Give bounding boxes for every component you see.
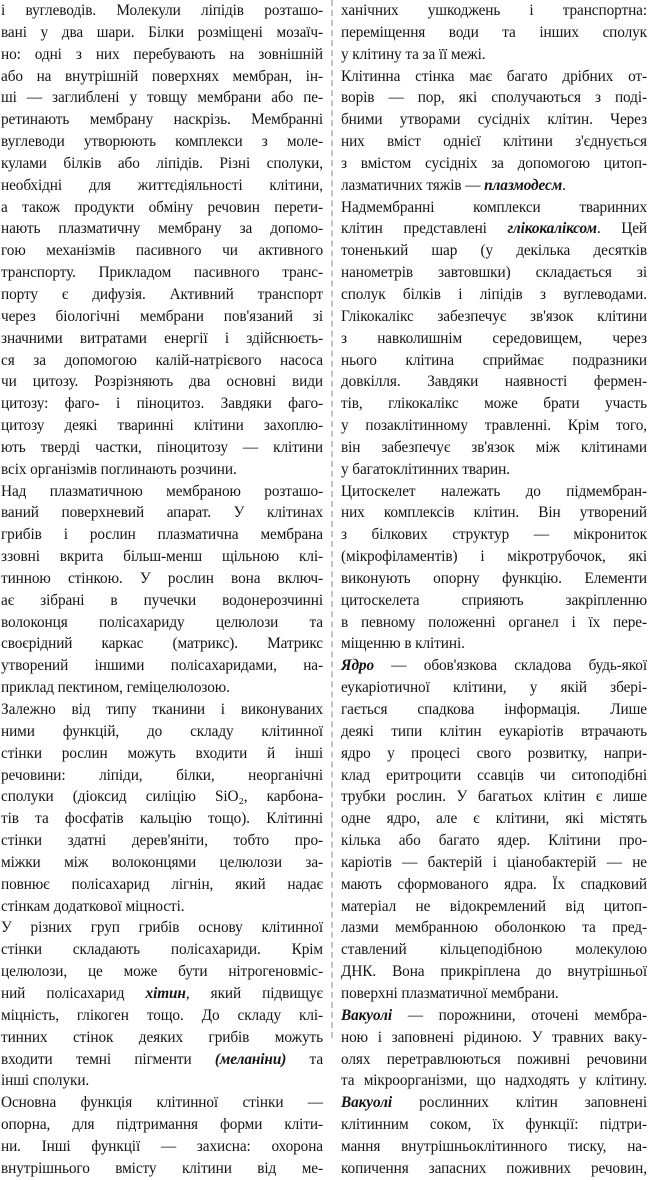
- text-line: гається спадкова інформація. Лише: [341, 701, 647, 718]
- text-line: каріотів — бактерій і ціанобактерій — не: [341, 853, 647, 871]
- text-line: вані у два шари. Білки розміщені мозаїч-: [1, 23, 323, 41]
- text-line: ворів — пор, які сполучаються з поді-: [341, 89, 647, 107]
- text-line: нанометрів завтовшки) складається зі: [341, 264, 647, 282]
- text-line: но: одні з них перебувають на зовнішній: [1, 45, 323, 63]
- text-line: лазматичних тяжів — плазмодесм.: [341, 176, 566, 194]
- text-line: та мікроорганізми, що надходять у клітину.: [341, 1072, 647, 1090]
- text-line: клітин представлені глікокаліксом. Цей: [341, 220, 647, 238]
- text-line: він забезпечує зв'язок між клітинами: [341, 438, 647, 456]
- text-line: них вміст однієї клітини з'єднується: [341, 133, 647, 151]
- text-line: у позаклітинному травленні. Крім того,: [341, 417, 647, 435]
- text-line: ний полісахарид хітин, який підвищує: [1, 984, 324, 1002]
- text-line: клітинним соком, їх функції: підтри-: [341, 1116, 647, 1134]
- text-line: гою механізмів пасивного чи активного: [1, 242, 323, 260]
- text-line: з білкових структур — мікрониток: [341, 526, 647, 544]
- text-line: ють тверді частки, піноцитозу — клітини: [1, 438, 323, 456]
- text-line: еукаріотичної клітини, у якій збері-: [341, 679, 647, 697]
- text-line: нього клітина сприймає подразники: [341, 351, 647, 369]
- text-line: вуглеводи утворюють комплекси з моле-: [1, 133, 323, 151]
- text-line: речовини: ліпіди, білки, неорганічні: [1, 766, 323, 784]
- text-line: інші сполуки.: [1, 1072, 90, 1090]
- text-line: Вакуолі рослинних клітин заповнені: [341, 1094, 647, 1112]
- text-line: Глікокалікс забезпечує зв'язок клітини: [341, 307, 647, 325]
- text-line: Клітинна стінка має багато дрібних от-: [341, 67, 647, 85]
- text-line: Над плазматичною мембраною розташо-: [1, 482, 323, 500]
- text-line: в певному положенні органел і їх пере-: [341, 613, 647, 631]
- text-line: тів, глікокалікс може брати участь: [341, 395, 647, 413]
- text-line: тів та фосфатів кальцію тощо). Клітинні: [1, 810, 323, 828]
- text-line: мають сформованого ядра. Їх спадковий: [341, 875, 647, 893]
- text-line: ДНК. Вона прикріплена до внутрішньої: [341, 963, 647, 981]
- text-line: целюлози, це може бути нітрогеновміс-: [1, 963, 323, 981]
- text-line: стінки здатні дерев'яніти, тобто про-: [1, 832, 323, 850]
- text-line: ною і заповнені рідиною. У травних ваку-: [341, 1028, 647, 1046]
- text-line: повнює полісахарид лігнін, який надає: [1, 875, 323, 893]
- text-line: них комплексів клітин. Він утворений: [341, 504, 647, 522]
- text-line: Ядро — обов'язкова складова будь-якої: [341, 657, 647, 675]
- text-line: ханічних ушкоджень і транспортна:: [341, 2, 647, 19]
- text-line: ними функцій, до складу клітинної: [1, 722, 323, 740]
- text-line: стінкам додаткової міцності.: [1, 897, 185, 915]
- text-line: опорна, для підтримання форми клiти-: [1, 1116, 323, 1134]
- text-line: кілька або багато ядер. Клітини про-: [341, 832, 647, 850]
- text-line: з вмістом сусідніх за допомогою цитоп-: [341, 154, 647, 172]
- text-line: поверхні плазматичної мембрани.: [341, 984, 559, 1002]
- text-line: довкілля. Завдяки наявності фермен-: [341, 373, 647, 391]
- text-line: порту є дифузія. Активний транспорт: [1, 285, 323, 303]
- right-text-column: [341, 0, 647, 1180]
- text-line: У різних груп грибів основу клітинної: [1, 919, 323, 937]
- text-line: копичення запасних поживних речовин,: [341, 1159, 647, 1177]
- text-line: чи цитозу. Розрізняють два основні види: [1, 373, 323, 391]
- text-line: одне ядро, але є клітини, які містять: [341, 810, 647, 828]
- text-line: Залежно від типу тканини і виконуваних: [1, 701, 323, 718]
- text-line: з навколишнім середовищем, через: [341, 329, 647, 347]
- text-line: виконують опорну функцію. Елементи: [341, 569, 647, 587]
- text-line: значними витратами енергії і здійснюєть-: [1, 329, 323, 347]
- text-line: міжки між волоконцями целюлози за-: [1, 853, 323, 871]
- text-line: необхідні для життєдіяльності клітини,: [1, 176, 323, 194]
- text-line: клад еритроцити ссавців чи ситоподібні: [341, 766, 647, 784]
- text-line: сполуки (діоксид силіцію SiO₂, карбона-: [1, 788, 323, 806]
- text-line: приклад пектином, геміцелюлозою.: [1, 679, 230, 697]
- text-line: волоконця полісахариду целюлози та: [1, 613, 323, 631]
- text-line: а також продукти обміну речовин перети-: [1, 198, 323, 216]
- text-line: своєрідний каркас (матрикс). Матрикс: [1, 635, 323, 653]
- text-line: Цитоскелет належать до підмембран-: [341, 482, 647, 500]
- text-line: ззовні вкрита більш-менш щільною клі-: [1, 548, 323, 566]
- text-line: стінки складають полісахариди. Крім: [1, 941, 323, 959]
- text-line: деякі типи клітин еукаріотів втрачають: [341, 722, 647, 740]
- text-line: тинною стінкою. У рослин вона включ-: [1, 569, 323, 587]
- text-line: лазми мембранною оболонкою та пред-: [341, 919, 647, 937]
- text-line: Вакуолі — порожнини, оточені мембра-: [341, 1006, 647, 1024]
- text-line: утворений іншими полісахаридами, на-: [1, 657, 323, 675]
- column-divider: [331, 0, 333, 1038]
- text-line: цитоскелета сприяють закріпленню: [341, 591, 647, 609]
- text-line: грибів і рослин плазматична мембрана: [1, 526, 323, 544]
- text-line: транспорту. Прикладом пасивного транс-: [1, 264, 323, 282]
- text-line: бними утворами сусідніх клітин. Через: [341, 111, 647, 129]
- text-line: ретинають мембрану наскрізь. Мембранні: [1, 111, 323, 129]
- text-line: всіх організмів поглинають розчини.: [1, 460, 237, 478]
- text-line: матеріал не відокремлений від цитоп-: [341, 897, 647, 915]
- text-line: через біологічні мембрани пов'язаний зі: [1, 307, 323, 325]
- text-line: міцність, глікоген тощо. До складу клі-: [1, 1006, 323, 1024]
- text-line: тоненький шар (у декілька десятків: [341, 242, 647, 260]
- text-line: ваний поверхневий апарат. У клітинах: [1, 504, 323, 522]
- text-line: сполук білків і ліпідів з вуглеводами.: [341, 285, 647, 303]
- text-line: входити темні пігменти (меланіни) та: [1, 1050, 324, 1068]
- text-line: і вуглеводів. Молекули ліпідів розташо-: [1, 2, 323, 19]
- text-line: ші — заглиблені у товщу мембрани або пе-: [1, 89, 323, 107]
- left-text-column: [1, 0, 323, 1180]
- text-line: у багатоклітинних тварин.: [341, 460, 510, 478]
- text-line: переміщення води та інших сполук: [341, 23, 647, 41]
- text-line: кулами білків або ліпідів. Різні сполуки,: [1, 154, 323, 172]
- text-line: цитозу деякі тваринні клітини захоплю-: [1, 417, 323, 435]
- text-line: цитозу: фаго- і піноцитоз. Завдяки фаго-: [1, 395, 323, 413]
- text-line: нають плазматичну мембрану за допомо-: [1, 220, 323, 238]
- text-line: внутрішнього вмісту клітини від ме-: [1, 1159, 323, 1177]
- text-line: міщенню в клітині.: [341, 635, 465, 653]
- text-line: трубки рослин. У багатьох клітин є лише: [341, 788, 647, 806]
- text-line: тинних стінок деяких грибів можуть: [1, 1028, 323, 1046]
- text-line: олях перетравлюються поживні речовини: [341, 1050, 647, 1068]
- text-line: стінки рослин можуть входити й інші: [1, 744, 323, 762]
- text-line: ся за допомогою калій-натрієвого насоса: [1, 351, 323, 369]
- text-line: ядро у процесі свого розвитку, напри-: [341, 744, 647, 762]
- text-line: або на внутрішній поверхнях мембран, ін-: [1, 67, 323, 85]
- text-line: у клітину та за її межі.: [341, 45, 486, 63]
- text-line: ни. Інші функції — захисна: охорона: [1, 1137, 323, 1155]
- text-line: мання внутрішньоклітинного тиску, на-: [341, 1137, 647, 1155]
- text-line: Надмембранні комплекси тваринних: [341, 198, 647, 216]
- text-line: ставлений кільцеподібною молекулою: [341, 941, 647, 959]
- text-line: Основна функція клітинної стінки —: [1, 1094, 323, 1112]
- text-line: ає зібрані в пучечки водонерозчинні: [1, 591, 323, 609]
- text-line: (мікрофіламентів) і мікротрубочок, які: [341, 548, 647, 566]
